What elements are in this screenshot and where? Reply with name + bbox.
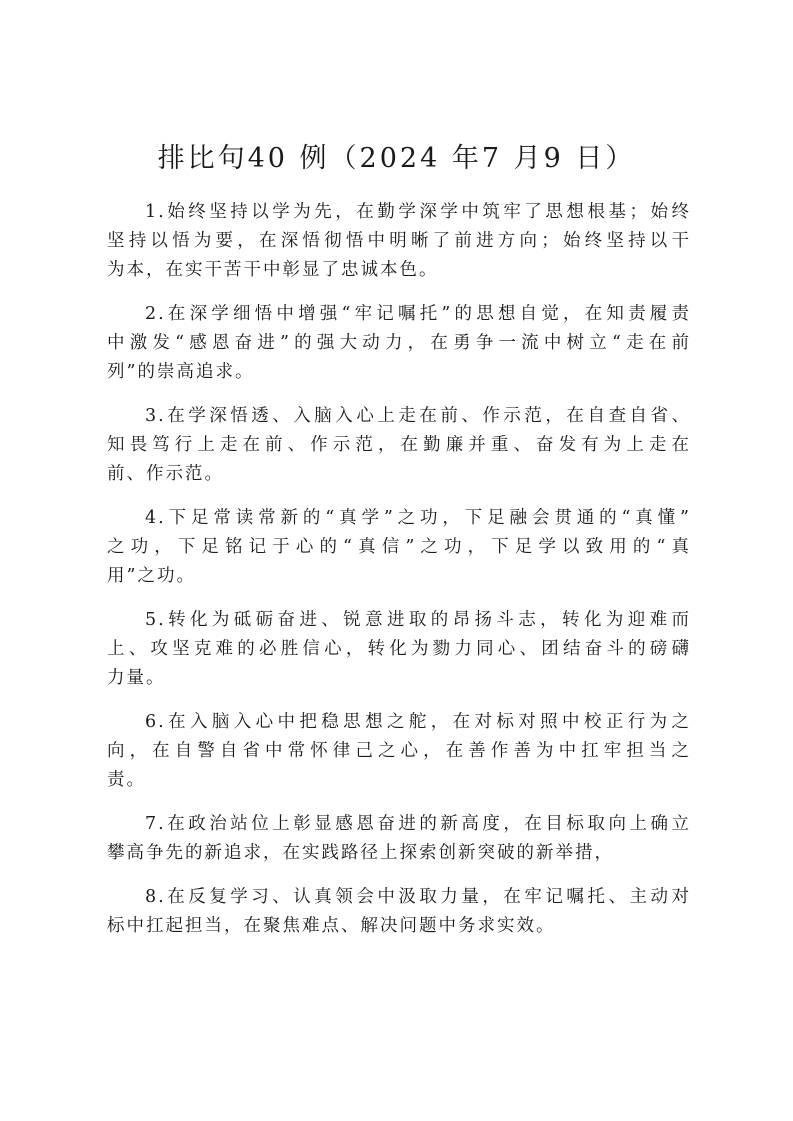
paragraph-line: 4.下足常读常新的“真学”之功，下足融会贯通的“真懂” bbox=[145, 508, 691, 528]
paragraph-3 bbox=[107, 402, 691, 489]
paragraph-8 bbox=[107, 883, 691, 941]
paragraph-line: 坚持以悟为要，在深悟彻悟中明晰了前进方向；始终坚持以干 bbox=[107, 231, 691, 251]
paragraph-line: 6.在入脑入心中把稳思想之舵，在对标对照中校正行为之 bbox=[145, 712, 691, 732]
paragraph-line: 3.在学深悟透、入脑入心上走在前、作示范，在自查自省、 bbox=[145, 406, 691, 426]
paragraph-line: 中激发“感恩奋进”的强大动力，在勇争一流中树立“走在前 bbox=[107, 333, 691, 353]
paragraph-line: 列”的崇高追求。 bbox=[107, 362, 255, 382]
paragraph-line: 向，在自警自省中常怀律己之心，在善作善为中扛牢担当之 bbox=[107, 741, 691, 761]
paragraph-line: 7.在政治站位上彰显感恩奋进的新高度，在目标取向上确立 bbox=[145, 814, 691, 834]
paragraph-1 bbox=[107, 198, 691, 285]
paragraph-5 bbox=[107, 606, 691, 693]
paragraph-line: 标中扛起担当，在聚焦难点、解决问题中务求实效。 bbox=[107, 916, 556, 936]
paragraph-2 bbox=[107, 300, 691, 387]
paragraph-line: 1.始终坚持以学为先，在勤学深学中筑牢了思想根基；始终 bbox=[145, 202, 691, 222]
paragraph-line: 用”之功。 bbox=[107, 566, 196, 586]
paragraph-7 bbox=[107, 810, 691, 868]
paragraph-line: 知畏笃行上走在前、作示范，在勤廉并重、奋发有为上走在 bbox=[107, 435, 691, 455]
paragraph-line: 2.在深学细悟中增强“牢记嘱托”的思想自觉，在知责履责 bbox=[145, 304, 691, 324]
paragraph-line: 8.在反复学习、认真领会中汲取力量，在牢记嘱托、主动对 bbox=[145, 887, 691, 907]
paragraph-line: 前、作示范。 bbox=[107, 464, 224, 484]
paragraph-line: 之功，下足铭记于心的“真信”之功，下足学以致用的“真 bbox=[107, 537, 691, 557]
paragraph-line: 为本，在实干苦干中彰显了忠诚本色。 bbox=[107, 260, 439, 280]
paragraph-line: 力量。 bbox=[107, 668, 166, 688]
paragraph-6 bbox=[107, 708, 691, 795]
paragraph-line: 责。 bbox=[107, 770, 146, 790]
paragraph-line: 攀高争先的新追求，在实践路径上探索创新突破的新举措， bbox=[107, 843, 614, 863]
paragraph-line: 5.转化为砥砺奋进、锐意进取的昂扬斗志，转化为迎难而 bbox=[145, 610, 691, 630]
paragraph-4 bbox=[107, 504, 691, 591]
document-body bbox=[107, 198, 691, 956]
document-title: 排比句40 例（2024 年7 月9 日） bbox=[157, 143, 636, 174]
paragraph-line: 上、攻坚克难的必胜信心，转化为勠力同心、团结奋斗的磅礴 bbox=[107, 639, 691, 659]
